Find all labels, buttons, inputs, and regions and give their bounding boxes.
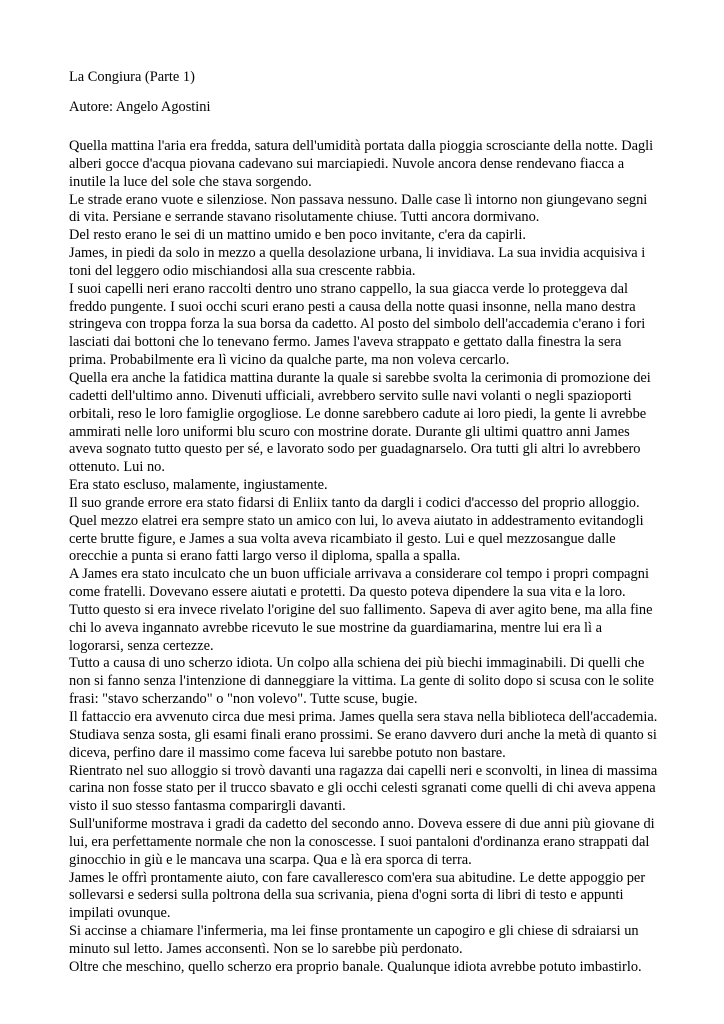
- paragraph: Il fattaccio era avvenuto circa due mesi prima. James quella sera stava nella biblioteca dell'accademia. Studiava senza sosta, gli esami finali erano prossimi. Se erano davvero duri anche la metà di quanto si diceva, perfino dare il massimo come faceva lui sarebbe potuto non bastare.: [69, 709, 658, 761]
- paragraph: Sull'uniforme mostrava i gradi da cadetto del secondo anno. Doveva essere di due anni più giovane di lui, era perfettamente normale che non la conoscesse. I suoi pantaloni d'ordinanza erano strappati dal ginocchio in giù e le mancava una scarpa. Qua e là era sporca di terra.: [69, 816, 655, 868]
- paragraph: Quella mattina l'aria era fredda, satura dell'umidità portata dalla pioggia scrosciante della notte. Dagli alberi gocce d'acqua piovana cadevano sui marciapiedi. Nuvole ancora dense rendevano fiacca a inutile la luce del sole che stava sorgendo.: [69, 138, 654, 190]
- paragraph: I suoi capelli neri erano raccolti dentro uno strano cappello, la sua giacca verde lo proteggeva dal freddo pungente. I suoi occhi scuri erano pesti a causa della notte quasi insonne, nella mano destra stringeva con troppa forza la sua borsa da cadetto. Al posto del simbolo dell'accademia c'erano i fori lasciati dai bottoni che lo tenevano fermo. James l'aveva strappato e gettato dalla finestra la sera prima. Probabilmente era lì vicino da qualche parte, ma non voleva cercarlo.: [69, 280, 646, 369]
- paragraph: Le strade erano vuote e silenziose. Non passava nessuno. Dalle case lì intorno non giungevano segni di vita. Persiane e serrande stavano risolutamente chiuse. Tutti ancora dormivano.: [69, 191, 648, 226]
- paragraph: Tutto questo si era invece rivelato l'origine del suo fallimento. Sapeva di aver agito bene, ma alla fine chi lo aveva ingannato avrebbe ricevuto le sue mostrine da guardiamarina, mentre lui era lì a logorarsi, senza certezze.: [69, 601, 653, 654]
- paragraph: Il suo grande errore era stato fidarsi di Enliix tanto da dargli i codici d'accesso del proprio alloggio. Quel mezzo elatrei era sempre stato un amico con lui, lo aveva aiutato in addestramento evitandogli certe brutte figure, e James a sua volta aveva ricambiato il gesto. Lui e quel mezzosangue dalle orecchie a punta si erano fatti largo verso il diploma, spalla a spalla.: [69, 494, 644, 565]
- paragraph: Tutto a causa di uno scherzo idiota. Un colpo alla schiena dei più biechi immaginabili. Di quelli che non si fanno senza l'intenzione di danneggiare la vittima. La gente di solito dopo si scusa con le solite frasi: "stavo scherzando" o "non volevo". Tutte scuse, bugie.: [69, 655, 654, 708]
- paragraph: Rientrato nel suo alloggio si trovò davanti una ragazza dai capelli neri e sconvolti, in linea di massima carina non fosse stato per il trucco sbavato e gli occhi celesti sgranati come quelli di chi aveva appena visto il suo stesso fantasma comparirgli davanti.: [69, 762, 658, 815]
- paragraph: James le offrì prontamente aiuto, con fare cavalleresco com'era sua abitudine. Le dette appoggio per sollevarsi e sedersi sulla poltrona della sua scrivania, piena d'ogni sorta di libri di testo e appunti impilati ovunque.: [69, 869, 646, 922]
- paragraph: A James era stato inculcato che un buon ufficiale arrivava a considerare col tempo i propri compagni come fratelli. Dovevano essere aiutati e protetti. Da questo poteva dipendere la sua vita e la loro.: [69, 566, 649, 601]
- document-page: [69, 68, 659, 977]
- paragraph: Oltre che meschino, quello scherzo era proprio banale. Qualunque idiota avrebbe potuto imbastirlo.: [69, 958, 642, 975]
- document-body: [69, 138, 659, 977]
- paragraph: Era stato escluso, malamente, ingiustamente.: [69, 477, 328, 494]
- document-title: La Congiura (Parte 1): [69, 69, 195, 85]
- document-author: Autore: Angelo Agostini: [69, 99, 211, 115]
- paragraph: Quella era anche la fatidica mattina durante la quale si sarebbe svolta la cerimonia di promozione dei cadetti dell'ultimo anno. Divenuti ufficiali, avrebbero servito sulle navi volanti o negli spazioporti orbitali, reso le loro famiglie orgogliose. Le donne sarebbero cadute ai loro piedi, la gente li avrebbe ammirati nelle loro uniformi blu scuro con mostrine dorate. Durante gli ultimi quattro anni James aveva sognato tutto questo per sé, e lavorato sodo per guadagnarselo. Ora tutti gli altri lo avrebbero ottenuto. Lui no.: [69, 369, 651, 476]
- paragraph: Del resto erano le sei di un mattino umido e ben poco invitante, c'era da capirli.: [69, 227, 526, 244]
- paragraph: James, in piedi da solo in mezzo a quella desolazione urbana, li invidiava. La sua invidia acquisiva i toni del leggero odio mischiandosi alla sua crescente rabbia.: [69, 245, 646, 279]
- paragraph: Si accinse a chiamare l'infermeria, ma lei finse prontamente un capogiro e gli chiese di sdraiarsi un minuto sul letto. James acconsentì. Non se lo sarebbe più perdonato.: [69, 923, 639, 957]
